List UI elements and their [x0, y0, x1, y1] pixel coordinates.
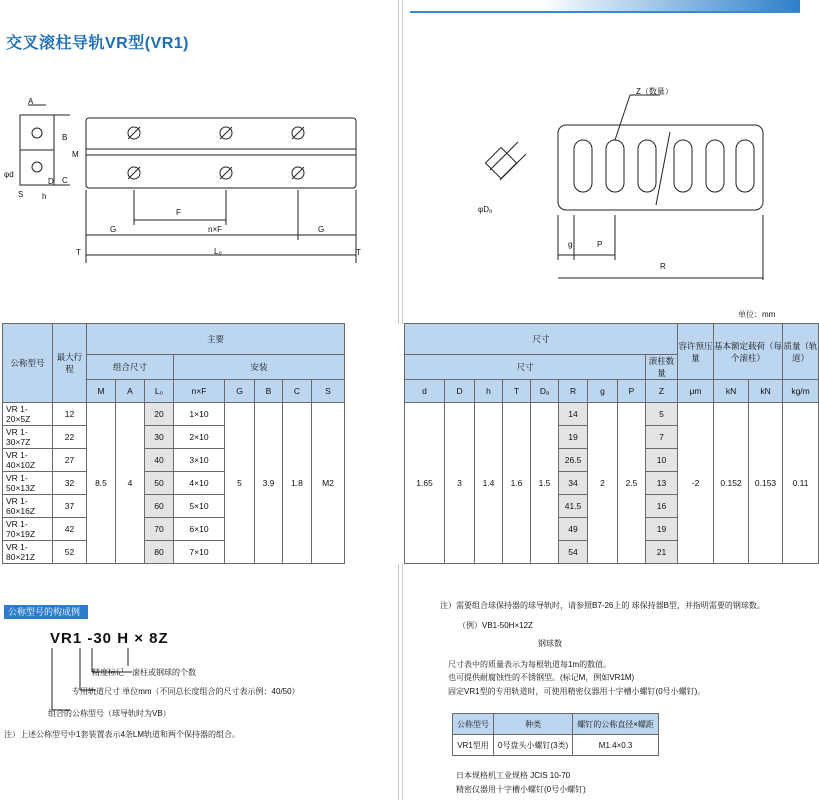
- header-dims: 尺寸: [405, 355, 646, 380]
- shared-D: 3: [445, 403, 475, 564]
- dim-label-M: M: [72, 150, 79, 159]
- dim-label-G-left: G: [110, 225, 117, 234]
- dim-label-F: F: [176, 208, 181, 217]
- page-title: 交叉滚柱导轨VR型(VR1): [6, 35, 190, 52]
- note-example: （例）VB1-50H×12Z: [458, 621, 533, 630]
- shared-B: 3.9: [255, 403, 283, 564]
- table-row-nF: 6×10: [174, 518, 225, 541]
- shared-S: M2: [312, 403, 345, 564]
- table-row-R: 19: [559, 426, 588, 449]
- table-row-L0: 20: [145, 403, 174, 426]
- header-main: 主要: [87, 324, 345, 355]
- dim-label-G-right: G: [318, 225, 325, 234]
- table-row-nF: 5×10: [174, 495, 225, 518]
- table-row-stroke: 12: [53, 403, 87, 426]
- header-mounting: 安装: [174, 355, 345, 380]
- col-C0: kN: [714, 380, 749, 403]
- table-row-stroke: 22: [53, 426, 87, 449]
- note-5: 日本规格机工业规格 JCIS 10-70: [456, 771, 571, 780]
- note-4: 固定VR1型的专用轨道时，可使用精密仪器用十字槽小螺钉(0号小螺钉)。: [448, 687, 706, 696]
- table-row-model: VR 1-70×19Z: [3, 518, 53, 541]
- dim-label-P: P: [597, 240, 603, 249]
- col-S: S: [312, 380, 345, 403]
- col-d: d: [405, 380, 445, 403]
- header-combo-size: 组合尺寸: [87, 355, 174, 380]
- col-B: B: [255, 380, 283, 403]
- table-row-stroke: 42: [53, 518, 87, 541]
- roller-cage-drawing: [470, 80, 790, 290]
- table-row-stroke: 32: [53, 472, 87, 495]
- table-row-model: VR 1-60×16Z: [3, 495, 53, 518]
- dim-label-D: D: [48, 177, 54, 186]
- table-row-model: VR 1-40×10Z: [3, 449, 53, 472]
- header-model: 公称型号: [3, 324, 53, 403]
- table-row-Z: 13: [646, 472, 678, 495]
- rail-drawing-left: [0, 85, 370, 265]
- table-row-L0: 80: [145, 541, 174, 564]
- table-row-R: 49: [559, 518, 588, 541]
- dim-label-nF: n×F: [208, 225, 223, 234]
- shared-T: 1.6: [503, 403, 531, 564]
- shared-C0: 0.152: [714, 403, 749, 564]
- col-D: D: [445, 380, 475, 403]
- table-row-R: 14: [559, 403, 588, 426]
- dim-label-R: R: [660, 262, 666, 271]
- col-mass: kg/m: [783, 380, 819, 403]
- col-M: M: [87, 380, 116, 403]
- table-row-stroke: 52: [53, 541, 87, 564]
- col-G: G: [225, 380, 255, 403]
- screw-table-cell: 0号盘头小螺钉(3类): [494, 735, 573, 756]
- table-row-L0: 30: [145, 426, 174, 449]
- shared-M: 8.5: [87, 403, 116, 564]
- table-row-model: VR 1-80×21Z: [3, 541, 53, 564]
- spec-table: [2, 323, 819, 564]
- note-6: 精密仪器用十字槽小螺钉(0号小螺钉): [456, 785, 586, 794]
- unit-label: 单位：mm: [738, 310, 776, 319]
- shared-P: 2.5: [618, 403, 646, 564]
- note-example-sub: 钢球数: [538, 639, 562, 648]
- col-Z: Z: [646, 380, 678, 403]
- dim-label-L0: L₀: [214, 247, 222, 256]
- col-g: g: [588, 380, 618, 403]
- table-row-R: 26.5: [559, 449, 588, 472]
- dim-label-d: φd: [4, 170, 14, 179]
- col-C0z: kN: [749, 380, 783, 403]
- table-row-stroke: 37: [53, 495, 87, 518]
- code-line-1: 精度标记 滚柱或钢球的个数: [92, 668, 196, 677]
- table-row-L0: 50: [145, 472, 174, 495]
- table-row-nF: 1×10: [174, 403, 225, 426]
- table-row-Z: 19: [646, 518, 678, 541]
- table-row-Z: 21: [646, 541, 678, 564]
- col-R: R: [559, 380, 588, 403]
- table-row-R: 34: [559, 472, 588, 495]
- table-row-R: 41.5: [559, 495, 588, 518]
- code-leader-lines: [40, 646, 200, 716]
- table-row-nF: 7×10: [174, 541, 225, 564]
- screw-table-header: 公称型号: [453, 714, 494, 735]
- model-code: VR1 -30 H × 8Z: [50, 630, 169, 647]
- dim-label-h: h: [42, 192, 47, 201]
- header-basic-load: 基本额定载荷（每个滚柱）: [714, 324, 783, 380]
- dim-label-T-right: T: [356, 248, 361, 257]
- table-row-nF: 2×10: [174, 426, 225, 449]
- shared-Da: 1.5: [531, 403, 559, 564]
- header-max-stroke: 最大行程: [53, 324, 87, 403]
- table-row-Z: 5: [646, 403, 678, 426]
- shared-delta: -2: [678, 403, 714, 564]
- shared-h: 1.4: [475, 403, 503, 564]
- header-allow-load: 容许预压量: [678, 324, 714, 380]
- screw-table-cell: VR1型用: [453, 735, 494, 756]
- table-gap: [345, 324, 405, 564]
- table-row-R: 54: [559, 541, 588, 564]
- code-line-2: 专用轨道尺寸 单位mm（不同总长度组合的尺寸表示例：40/50）: [72, 687, 300, 696]
- note-1: 注）需要组合球保持器的球导轨时，请参照B7-26上的 球保持器B型，并指明需要的钢球数。: [440, 601, 765, 610]
- dim-label-g: g: [568, 240, 573, 249]
- dim-label-Da: φDₐ: [478, 205, 492, 214]
- col-T: T: [503, 380, 531, 403]
- screw-table: [452, 713, 659, 756]
- table-row-nF: 3×10: [174, 449, 225, 472]
- header-mass: 质量（轨道）: [783, 324, 819, 380]
- dim-label-S: S: [18, 190, 24, 199]
- table-row-Z: 16: [646, 495, 678, 518]
- col-P: P: [618, 380, 646, 403]
- table-row-model: VR 1-30×7Z: [3, 426, 53, 449]
- header-size: 尺寸: [405, 324, 678, 355]
- top-accent-line: [410, 11, 800, 13]
- shared-A: 4: [116, 403, 145, 564]
- screw-table-header: 螺钉的公称直径×螺距: [573, 714, 659, 735]
- shared-C: 1.8: [283, 403, 312, 564]
- shared-g: 2: [588, 403, 618, 564]
- table-row-nF: 4×10: [174, 472, 225, 495]
- table-row-stroke: 27: [53, 449, 87, 472]
- dim-label-B: B: [62, 133, 68, 142]
- col-nF: n×F: [174, 380, 225, 403]
- table-row-L0: 40: [145, 449, 174, 472]
- dim-label-Z: Z（数量）: [636, 87, 673, 96]
- col-C: C: [283, 380, 312, 403]
- table-row-Z: 10: [646, 449, 678, 472]
- header-roller-count: 滚柱数量: [646, 355, 678, 380]
- note-2: 尺寸表中的质量表示为每根轨道每1m的数值。: [448, 660, 612, 669]
- shared-C0z: 0.153: [749, 403, 783, 564]
- section-title: 公称型号的构成例: [4, 605, 88, 619]
- dim-label-T-left: T: [76, 248, 81, 257]
- screw-table-cell: M1.4×0.3: [573, 735, 659, 756]
- table-row-model: VR 1-50×13Z: [3, 472, 53, 495]
- col-A: A: [116, 380, 145, 403]
- col-delta: μm: [678, 380, 714, 403]
- col-L0: L₀: [145, 380, 174, 403]
- table-row-Z: 7: [646, 426, 678, 449]
- shared-mass: 0.11: [783, 403, 819, 564]
- table-row-L0: 60: [145, 495, 174, 518]
- dim-label-C: C: [62, 176, 68, 185]
- table-row-model: VR 1-20×5Z: [3, 403, 53, 426]
- code-line-3: 组合的公称型号（球导轨时为VB）: [48, 709, 171, 718]
- composition-note: 注）上述公称型号中1套装置表示4条LM轨道和两个保持器的组合。: [4, 730, 241, 739]
- col-Da: Dₐ: [531, 380, 559, 403]
- col-h: h: [475, 380, 503, 403]
- screw-table-header: 种类: [494, 714, 573, 735]
- dim-label-A: A: [28, 97, 34, 106]
- shared-d: 1.65: [405, 403, 445, 564]
- table-row-L0: 70: [145, 518, 174, 541]
- note-3: 也可提供耐腐蚀性的不锈钢型。(标记M，例如VR1M): [448, 673, 635, 682]
- shared-G: 5: [225, 403, 255, 564]
